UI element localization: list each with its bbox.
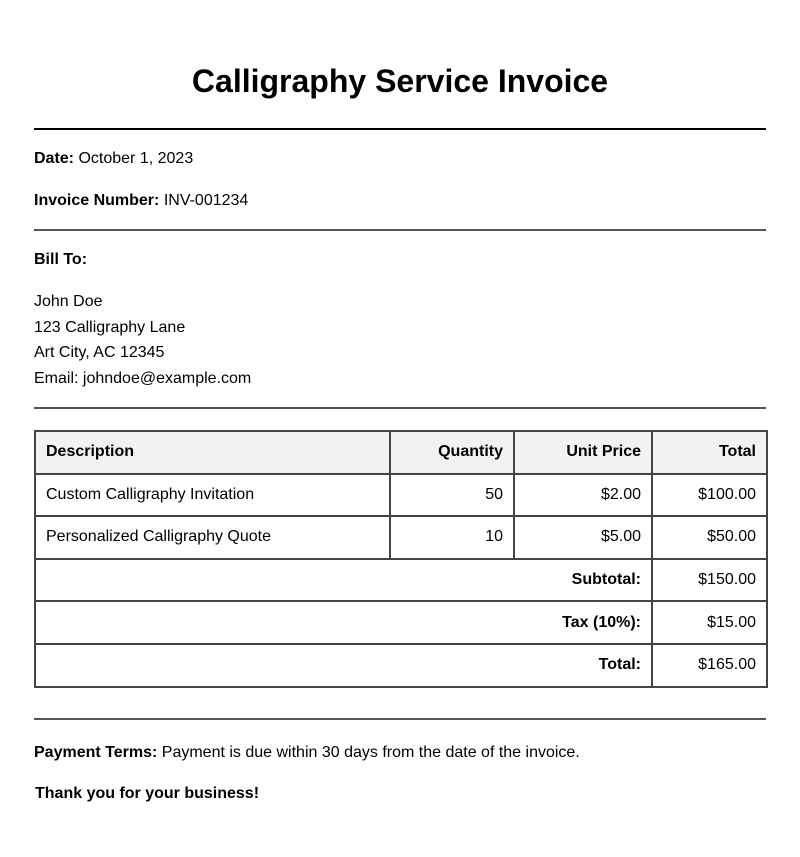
row-unit-price: $2.00 (514, 474, 652, 517)
thank-you-note: Thank you for your business! (35, 785, 260, 802)
row-quantity: 50 (390, 474, 514, 517)
header-description: Description (35, 431, 390, 474)
address-divider (34, 407, 766, 409)
subtotal-value: $150.00 (652, 559, 767, 602)
bill-to-label: Bill To: (34, 251, 88, 268)
grand-total-label: Total: (35, 644, 652, 687)
tax-label: Tax (10%): (35, 601, 652, 644)
invoice-title: Calligraphy Service Invoice (191, 63, 609, 99)
tax-value: $15.00 (652, 601, 767, 644)
table-row (35, 474, 767, 517)
row-quantity: 10 (390, 516, 514, 559)
customer-email: Email: johndoe@example.com (34, 370, 252, 388)
customer-city: Art City, AC 12345 (34, 344, 165, 362)
date-label: Date: (34, 150, 75, 167)
customer-street: 123 Calligraphy Lane (34, 318, 186, 336)
invoice-number-value: INV-001234 (163, 192, 249, 209)
meta-divider (34, 229, 766, 231)
row-description: Custom Calligraphy Invitation (35, 474, 390, 517)
payment-terms-text: Payment is due within 30 days from the date of the invoice. (161, 744, 580, 761)
table-divider (34, 718, 766, 720)
date-line (34, 149, 193, 169)
title-divider (34, 128, 766, 130)
header-quantity: Quantity (390, 431, 514, 474)
invoice-number-label: Invoice Number: (34, 192, 160, 209)
table-header-row (35, 431, 767, 474)
payment-terms-label: Payment Terms: (34, 744, 158, 761)
invoice-number-line (34, 191, 248, 211)
payment-terms (34, 743, 580, 763)
tax-row (35, 601, 767, 644)
customer-name: John Doe (34, 293, 103, 310)
subtotal-row (35, 559, 767, 602)
date-value: October 1, 2023 (78, 150, 194, 167)
grand-total-row (35, 644, 767, 687)
grand-total-value: $165.00 (652, 644, 767, 687)
invoice-items-table (34, 430, 768, 688)
header-total: Total (652, 431, 767, 474)
row-total: $100.00 (652, 474, 767, 517)
subtotal-label: Subtotal: (35, 559, 652, 602)
row-unit-price: $5.00 (514, 516, 652, 559)
bill-to-address (34, 289, 251, 392)
table-row (35, 516, 767, 559)
header-unit-price: Unit Price (514, 431, 652, 474)
row-total: $50.00 (652, 516, 767, 559)
row-description: Personalized Calligraphy Quote (35, 516, 390, 559)
